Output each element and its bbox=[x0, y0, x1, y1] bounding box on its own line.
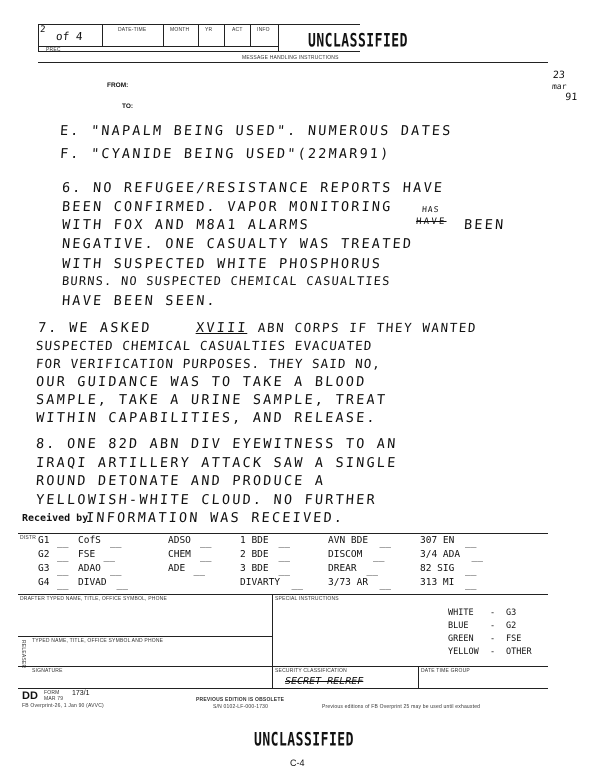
distribution-blank: __ bbox=[200, 537, 212, 548]
distribution-cell: ADE bbox=[168, 563, 186, 574]
xviii-underlined: XVIII bbox=[195, 320, 249, 336]
color-name: WHITE bbox=[448, 608, 474, 618]
correction-been: BEEN bbox=[463, 217, 506, 233]
distribution-cell: G4 bbox=[38, 577, 50, 588]
body-line-e: E. "NAPALM BEING USED". NUMEROUS DATES bbox=[59, 123, 454, 139]
distribution-blank: __ bbox=[103, 551, 115, 562]
releaser-label: TYPED NAME, TITLE, OFFICE SYMBOL AND PHONE bbox=[32, 638, 164, 644]
color-code: G2 bbox=[506, 621, 517, 631]
body-line-8a: 8. ONE 82D ABN DIV EYEWITNESS TO AN bbox=[35, 436, 399, 452]
distribution-blank: __ bbox=[373, 551, 385, 562]
color-code-row bbox=[448, 621, 538, 631]
distribution-blank: __ bbox=[278, 537, 290, 548]
footer-previous: PREVIOUS EDITION IS OBSOLETE bbox=[196, 697, 285, 703]
color-dash: - bbox=[490, 608, 496, 618]
footer-sn: S/N 0102-LF-000-1730 bbox=[213, 704, 269, 710]
act-header: ACT bbox=[232, 27, 243, 33]
footer-form: FORM bbox=[44, 690, 60, 696]
distribution-cell: ADAO bbox=[78, 563, 101, 574]
distribution-cell: G2 bbox=[38, 549, 50, 560]
date-time-header: DATE-TIME bbox=[118, 27, 147, 33]
struck-word: HAVE bbox=[415, 217, 447, 227]
body-line-f: F. "CYANIDE BEING USED"(22MAR91) bbox=[59, 146, 392, 162]
page-of: of 4 bbox=[55, 30, 83, 43]
color-code: G3 bbox=[506, 608, 517, 618]
body-line-7a: 7. WE ASKED bbox=[37, 320, 153, 336]
page-number: 2 bbox=[39, 25, 46, 35]
special-instructions-label: SPECIAL INSTRUCTIONS bbox=[275, 596, 339, 602]
page-code: C-4 bbox=[290, 758, 305, 768]
received-by: Received by bbox=[22, 513, 89, 524]
distribution-cell: CHEM bbox=[168, 549, 191, 560]
body-line-7f: WITHIN CAPABILITIES, AND RELEASE. bbox=[35, 410, 378, 426]
body-line-7a-rest: ABN CORPS IF THEY WANTED bbox=[257, 320, 478, 335]
distribution-blank: __ bbox=[57, 551, 69, 562]
body-line-6e: WITH SUSPECTED WHITE PHOSPHORUS bbox=[61, 256, 383, 272]
to-label: TO: bbox=[122, 103, 134, 110]
footer-mar: MAR 79 bbox=[44, 696, 64, 702]
body-line-6d: NEGATIVE. ONE CASUALTY WAS TREATED bbox=[61, 236, 414, 252]
distr-label: DISTR bbox=[20, 535, 36, 541]
body-line-7d: OUR GUIDANCE WAS TO TAKE A BLOOD bbox=[35, 374, 368, 390]
color-code: FSE bbox=[506, 634, 522, 644]
drafter-label: DRAFTER TYPED NAME, TITLE, OFFICE SYMBOL, PHONE bbox=[20, 596, 168, 602]
footer-prev-fb: Previous editions of FB Overprint 25 may be used until exhausted bbox=[322, 704, 481, 710]
distribution-blank: __ bbox=[278, 565, 290, 576]
distribution-cell: 2 BDE bbox=[240, 549, 269, 560]
body-line-6f: BURNS. NO SUSPECTED CHEMICAL CASUALTIES bbox=[61, 274, 392, 288]
distribution-blank: __ bbox=[110, 537, 122, 548]
body-line-6b: BEEN CONFIRMED. VAPOR MONITORING bbox=[61, 199, 394, 215]
color-dash: - bbox=[490, 647, 496, 657]
info-header: INFO bbox=[257, 27, 270, 33]
correction-has: HAS bbox=[421, 205, 440, 214]
distribution-cell: 82 SIG bbox=[420, 563, 455, 574]
distribution-blank: __ bbox=[465, 579, 477, 590]
color-code-row bbox=[448, 647, 538, 657]
distribution-blank: __ bbox=[116, 579, 128, 590]
date-time-group-label: DATE TIME GROUP bbox=[421, 668, 470, 674]
unclassified-stamp-top: UNCLASSIFIED bbox=[308, 31, 408, 52]
distribution-blank: __ bbox=[57, 579, 69, 590]
distribution-blank: __ bbox=[465, 565, 477, 576]
distribution-cell: CofS bbox=[78, 535, 101, 546]
prec-label: PREC bbox=[46, 47, 61, 53]
color-name: BLUE bbox=[448, 621, 469, 631]
distribution-cell: 3/4 ADA bbox=[420, 549, 461, 560]
body-line-6g: HAVE BEEN SEEN. bbox=[61, 293, 218, 309]
distribution-blank: __ bbox=[366, 565, 378, 576]
distribution-blank: __ bbox=[57, 537, 69, 548]
distribution-blank: __ bbox=[379, 537, 391, 548]
distribution-blank: __ bbox=[200, 551, 212, 562]
body-line-8e: INFORMATION WAS RECEIVED. bbox=[85, 510, 345, 526]
body-line-8d: YELLOWISH-WHITE CLOUD. NO FURTHER bbox=[35, 492, 378, 508]
month-header: MONTH bbox=[170, 27, 190, 33]
color-code: OTHER bbox=[506, 647, 532, 657]
distribution-blank: __ bbox=[110, 565, 122, 576]
yr-header: YR bbox=[205, 27, 213, 33]
distribution-cell: 313 MI bbox=[420, 577, 455, 588]
distribution-cell: ADSO bbox=[168, 535, 191, 546]
distribution-blank: __ bbox=[278, 551, 290, 562]
body-line-7e: SAMPLE, TAKE A URINE SAMPLE, TREAT bbox=[35, 392, 388, 408]
footer-fb: FB Overprint-26, 1 Jan 90 (AVVC) bbox=[22, 703, 104, 709]
distribution-cell: DREAR bbox=[328, 563, 357, 574]
distribution-blank: __ bbox=[291, 579, 303, 590]
distribution-cell: 3/73 AR bbox=[328, 577, 369, 588]
body-line-6a: 6. NO REFUGEE/RESISTANCE REPORTS HAVE bbox=[61, 180, 445, 196]
body-line-7b: SUSPECTED CHEMICAL CASUALTIES EVACUATED bbox=[35, 338, 373, 353]
distribution-blank: __ bbox=[471, 551, 483, 562]
distribution-cell: FSE bbox=[78, 549, 96, 560]
distribution-cell: AVN BDE bbox=[328, 535, 369, 546]
security-value: SECRET RELREF bbox=[285, 676, 364, 687]
color-code-row bbox=[448, 634, 538, 644]
signature-label: SIGNATURE bbox=[32, 668, 63, 674]
footer-num: 173/1 bbox=[72, 690, 90, 697]
body-line-6c: WITH FOX AND M8A1 ALARMS bbox=[61, 217, 311, 233]
color-dash: - bbox=[490, 634, 496, 644]
color-code-row bbox=[448, 608, 538, 618]
distribution-blank: __ bbox=[379, 579, 391, 590]
distribution-cell: DIVARTY bbox=[240, 577, 281, 588]
side-note-date: 23 mar 91 bbox=[551, 70, 578, 103]
body-line-7c: FOR VERIFICATION PURPOSES. THEY SAID NO, bbox=[35, 356, 382, 371]
unclassified-stamp-bottom: UNCLASSIFIED bbox=[254, 730, 354, 751]
releaser-side-label: RELEASER bbox=[20, 640, 26, 669]
distribution-blank: __ bbox=[465, 537, 477, 548]
distribution-cell: 1 BDE bbox=[240, 535, 269, 546]
from-label: FROM: bbox=[107, 82, 129, 89]
distribution-blank: __ bbox=[193, 565, 205, 576]
security-classification-label: SECURITY CLASSIFICATION bbox=[275, 668, 347, 674]
body-line-8b: IRAQI ARTILLERY ATTACK SAW A SINGLE bbox=[35, 455, 399, 471]
distribution-cell: 3 BDE bbox=[240, 563, 269, 574]
distribution-cell: 307 EN bbox=[420, 535, 455, 546]
message-handling-label: MESSAGE HANDLING INSTRUCTIONS bbox=[242, 55, 339, 61]
distribution-cell: G1 bbox=[38, 535, 50, 546]
distribution-cell: G3 bbox=[38, 563, 50, 574]
color-dash: - bbox=[490, 621, 496, 631]
distribution-blank: __ bbox=[57, 565, 69, 576]
distribution-cell: DIVAD bbox=[78, 577, 107, 588]
footer-dd: DD bbox=[22, 690, 38, 702]
color-name: YELLOW bbox=[448, 647, 479, 657]
color-name: GREEN bbox=[448, 634, 474, 644]
body-line-8c: ROUND DETONATE AND PRODUCE A bbox=[35, 473, 326, 489]
distribution-cell: DISCOM bbox=[328, 549, 363, 560]
